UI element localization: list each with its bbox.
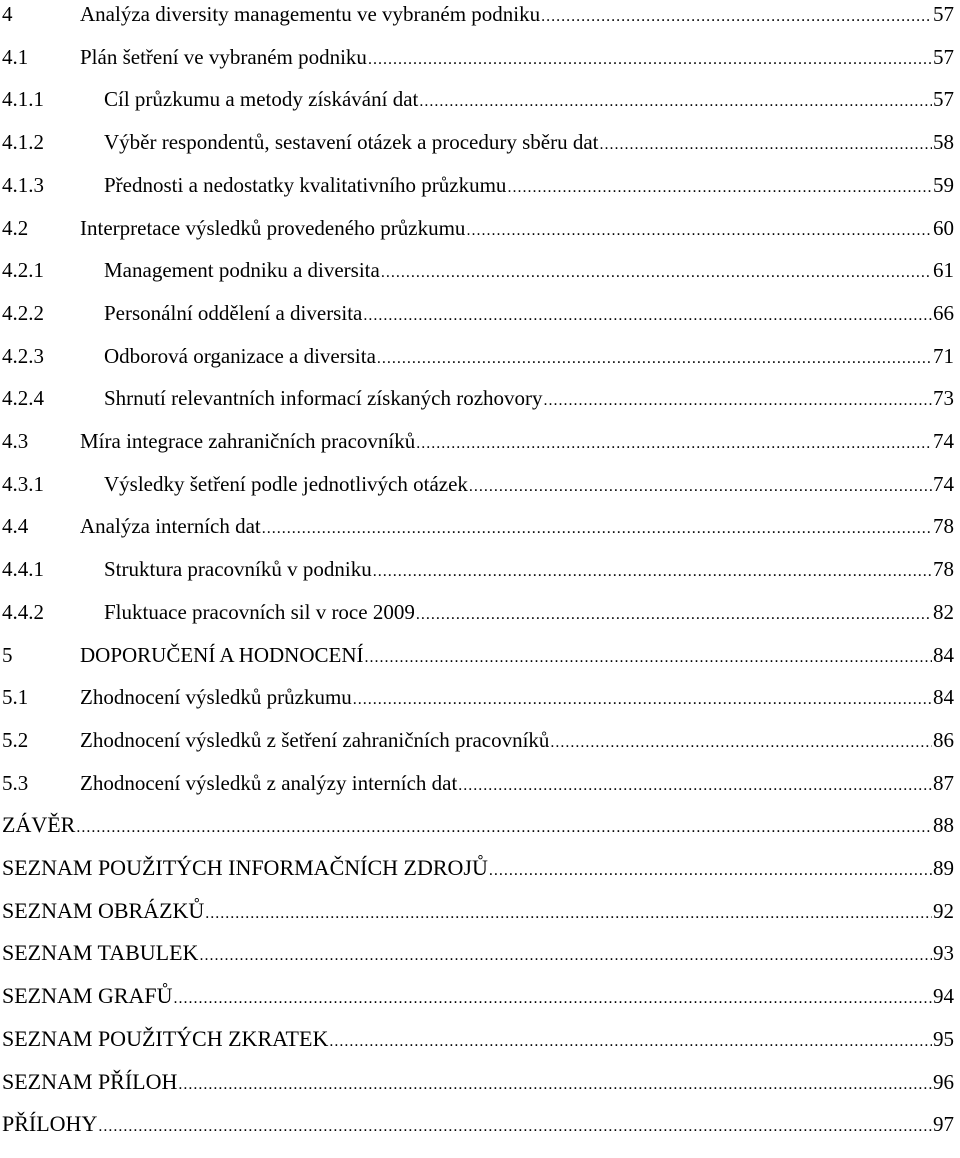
toc-entry-number: 4.1 — [2, 44, 29, 69]
toc-entry-title: Míra integrace zahraničních pracovníků — [80, 429, 416, 453]
dot-leader — [416, 600, 932, 630]
toc-entry-title: Plán šetření ve vybraném podniku — [80, 44, 367, 69]
toc-entry-page: 60 — [933, 215, 954, 240]
toc-entry-page: 66 — [933, 300, 954, 325]
toc-entry-title: Zhodnocení výsledků z šetření zahraničních pracovníků — [80, 727, 550, 752]
toc-entry-title: Interpretace výsledků provedeného průzkumu — [80, 215, 466, 240]
toc-entry-number: 4.1.1 — [2, 87, 44, 112]
dot-leader — [178, 1070, 932, 1100]
toc-entry[interactable] — [0, 768, 956, 802]
toc-entry[interactable] — [0, 213, 956, 247]
toc-entry-title: SEZNAM TABULEK — [2, 940, 199, 966]
toc-entry-number: 4.3 — [2, 429, 29, 453]
toc-entry-page: 73 — [933, 386, 954, 411]
toc-entry-title: DOPORUČENÍ A HODNOCENÍ — [80, 642, 364, 667]
toc-entry-number: 5.3 — [2, 770, 29, 795]
dot-leader — [377, 344, 932, 374]
dot-leader — [98, 1112, 932, 1142]
toc-entry-page: 84 — [933, 642, 954, 667]
dot-leader — [419, 87, 932, 117]
toc-entry[interactable] — [0, 469, 956, 503]
toc-entry-title: Analýza diversity managementu ve vybraném podniku — [80, 2, 541, 26]
toc-entry-title: Personální oddělení a diversita — [104, 300, 363, 325]
toc-entry[interactable] — [0, 42, 956, 76]
toc-entry-page: 78 — [933, 557, 954, 582]
toc-entry[interactable] — [0, 554, 956, 588]
toc-entry[interactable] — [0, 853, 956, 887]
toc-entry-number: 4.2 — [2, 215, 29, 240]
toc-entry-number: 4.2.4 — [2, 386, 44, 411]
toc-entry-page: 84 — [933, 685, 954, 710]
dot-leader — [550, 728, 932, 758]
toc-entry-number: 5 — [2, 642, 13, 667]
toc-entry-title: Zhodnocení výsledků z analýzy interních dat — [80, 770, 458, 795]
toc-entry[interactable] — [0, 896, 956, 930]
dot-leader — [507, 173, 932, 203]
toc-entry[interactable] — [0, 981, 956, 1015]
toc-entry-title: Management podniku a diversita — [104, 258, 380, 283]
toc-entry-page: 57 — [933, 44, 954, 69]
toc-entry-number: 4.2.3 — [2, 343, 44, 368]
toc-entry-page: 86 — [933, 727, 954, 752]
dot-leader — [416, 429, 932, 459]
toc-entry-number: 4.4 — [2, 514, 29, 539]
dot-leader — [381, 258, 932, 288]
toc-entry-title: SEZNAM OBRÁZKŮ — [2, 897, 205, 923]
toc-entry-title: Výsledky šetření podle jednotlivých otázek — [104, 471, 468, 496]
toc-entry-title: SEZNAM PŘÍLOH — [2, 1068, 178, 1094]
dot-leader — [262, 514, 932, 544]
toc-entry-page: 57 — [933, 2, 954, 26]
dot-leader — [174, 984, 932, 1014]
dot-leader — [329, 1027, 932, 1057]
toc-entry[interactable] — [0, 170, 956, 204]
toc-entry-title: Analýza interních dat — [80, 514, 261, 539]
toc-entry-page: 82 — [933, 599, 954, 624]
toc-entry-page: 78 — [933, 514, 954, 539]
toc-entry[interactable] — [0, 84, 956, 118]
toc-entry-page: 87 — [933, 770, 954, 795]
toc-entry-page: 61 — [933, 258, 954, 283]
dot-leader — [469, 472, 932, 502]
toc-entry-title: Přednosti a nedostatky kvalitativního průzkumu — [104, 172, 507, 197]
toc-entry-page: 94 — [933, 984, 954, 1009]
toc-entry-number: 4.1.3 — [2, 172, 44, 197]
toc-entry[interactable] — [0, 640, 956, 674]
toc-entry-number: 4.3.1 — [2, 471, 44, 496]
toc-entry-page: 74 — [933, 429, 954, 453]
toc-entry-page: 58 — [933, 130, 954, 155]
toc-entry-number: 5.2 — [2, 727, 29, 752]
toc-entry-number: 4.2.2 — [2, 300, 44, 325]
toc-entry[interactable] — [0, 810, 956, 844]
toc-entry[interactable] — [0, 511, 956, 545]
dot-leader — [365, 643, 932, 673]
toc-entry-number: 5.1 — [2, 685, 29, 710]
toc-entry-title: Odborová organizace a diversita — [104, 343, 376, 368]
dot-leader — [599, 130, 932, 160]
toc-entry-title: Výběr respondentů, sestavení otázek a procedury sběru dat — [104, 130, 599, 155]
dot-leader — [544, 386, 932, 416]
toc-entry[interactable] — [0, 682, 956, 716]
toc-entry-number: 4.2.1 — [2, 258, 44, 283]
toc-entry[interactable] — [0, 127, 956, 161]
dot-leader — [541, 2, 932, 32]
toc-entry-page: 74 — [933, 471, 954, 496]
toc-entry-number: 4.4.1 — [2, 557, 44, 582]
toc-entry[interactable] — [0, 255, 956, 289]
toc-entry[interactable] — [0, 1024, 956, 1058]
toc-entry-number: 4.4.2 — [2, 599, 44, 624]
toc-entry-title: PŘÍLOHY — [2, 1111, 98, 1137]
toc-entry-title: Fluktuace pracovních sil v roce 2009 — [104, 599, 415, 624]
dot-leader — [466, 216, 932, 246]
dot-leader — [368, 45, 932, 75]
toc-entry-page: 95 — [933, 1026, 954, 1051]
toc-entry-title: Struktura pracovníků v podniku — [104, 557, 372, 582]
dot-leader — [458, 771, 932, 801]
toc-entry-number: 4.1.2 — [2, 130, 44, 155]
toc-entry-page: 89 — [933, 856, 954, 880]
toc-entry[interactable] — [0, 1067, 956, 1101]
toc-entry[interactable] — [0, 341, 956, 375]
toc-entry-page: 88 — [933, 813, 954, 838]
toc-entry[interactable] — [0, 938, 956, 972]
toc-entry-page: 93 — [933, 941, 954, 966]
toc-entry[interactable] — [0, 725, 956, 759]
toc-entry-page: 71 — [933, 343, 954, 368]
dot-leader — [363, 301, 932, 331]
toc-entry-page: 57 — [933, 87, 954, 112]
dot-leader — [76, 813, 932, 843]
toc-entry-number: 4 — [2, 2, 13, 26]
toc-entry[interactable] — [0, 597, 956, 631]
toc-entry-title: SEZNAM GRAFŮ — [2, 983, 173, 1009]
toc-entry-title: SEZNAM POUŽITÝCH ZKRATEK — [2, 1025, 329, 1051]
toc-entry-title: Cíl průzkumu a metody získávání dat — [104, 87, 419, 112]
toc-entry-page: 97 — [933, 1112, 954, 1137]
toc-entry[interactable] — [0, 298, 956, 332]
dot-leader — [489, 856, 932, 886]
toc-entry-title: Shrnutí relevantních informací získaných rozhovory — [104, 386, 543, 411]
toc-entry-title: SEZNAM POUŽITÝCH INFORMAČNÍCH ZDROJŮ — [2, 855, 488, 880]
toc-entry-title: ZÁVĚR — [2, 812, 76, 838]
toc-entry[interactable] — [0, 383, 956, 417]
dot-leader — [373, 557, 932, 587]
dot-leader — [353, 685, 932, 715]
dot-leader — [199, 941, 932, 971]
toc-entry-page: 59 — [933, 172, 954, 197]
toc-entry[interactable] — [0, 0, 956, 33]
toc-entry-title: Zhodnocení výsledků průzkumu — [80, 685, 352, 710]
toc-entry[interactable] — [0, 1109, 956, 1143]
dot-leader — [205, 899, 932, 929]
toc-entry[interactable] — [0, 426, 956, 460]
toc-entry-page: 96 — [933, 1069, 954, 1094]
toc-entry-page: 92 — [933, 898, 954, 923]
